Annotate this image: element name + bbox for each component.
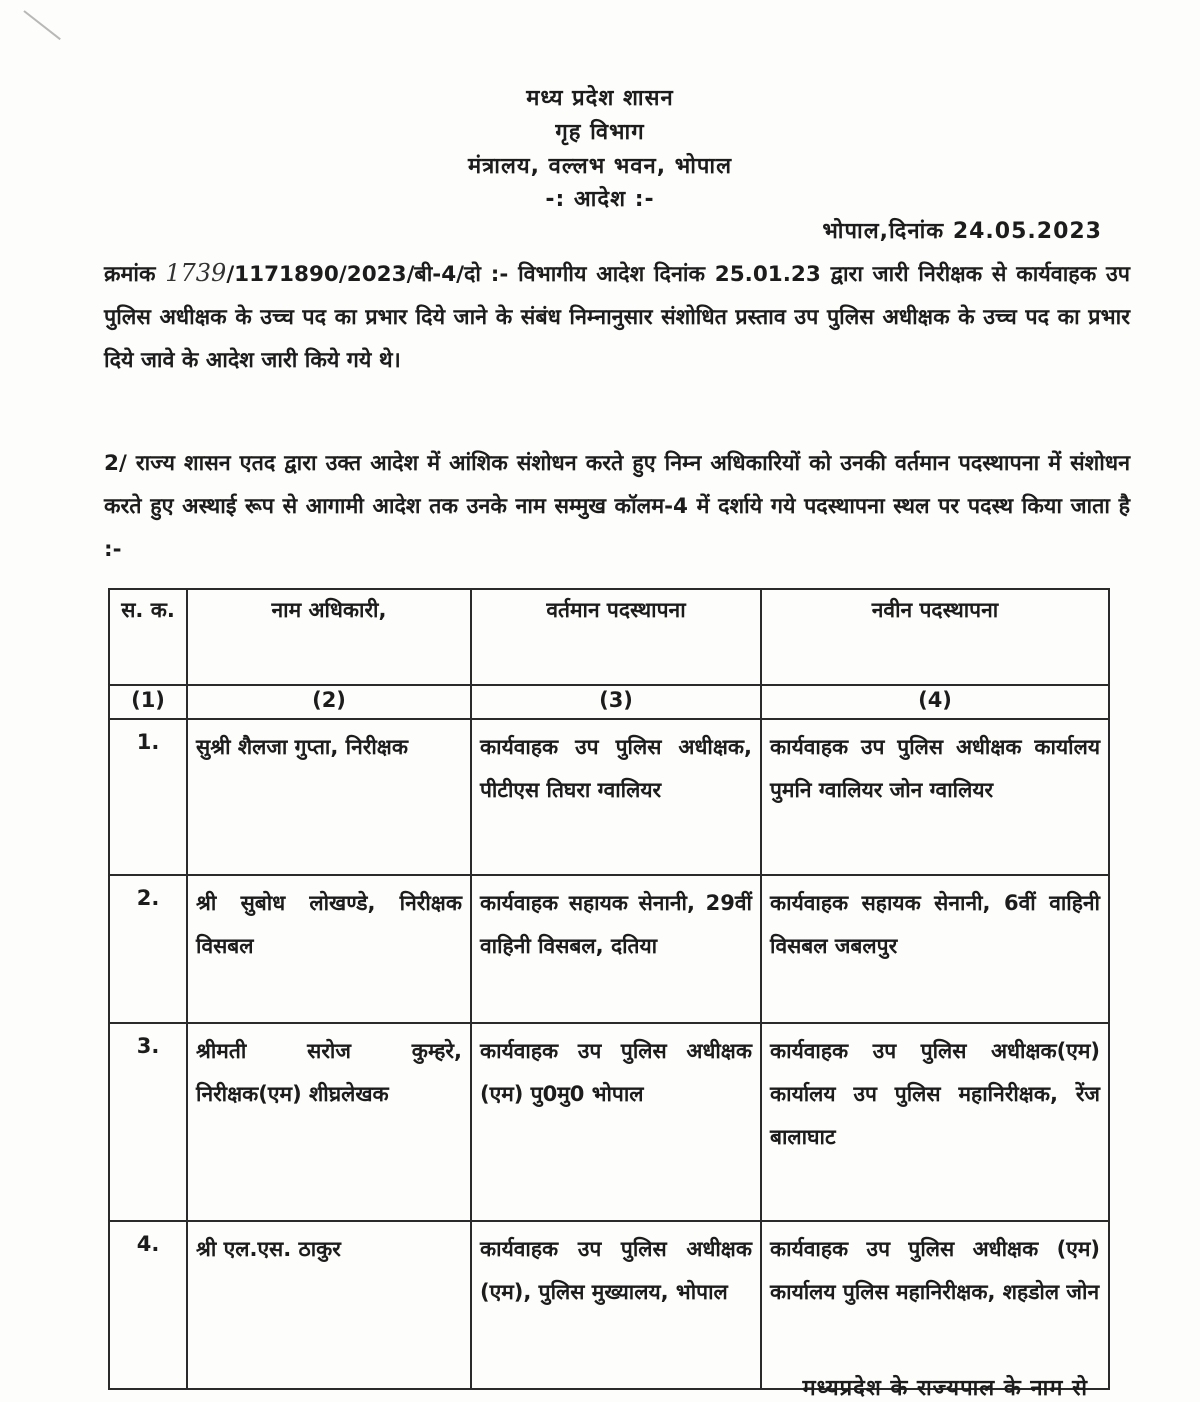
- column-number: (4): [761, 685, 1109, 719]
- header-serial: स. क.: [109, 589, 187, 685]
- order-text: /1171890/2023/बी-4/दो :- विभागीय आदेश दिनांक 25.01.23 द्वारा जारी निरीक्षक से कार्यवाहक उप पुलिस अधीक्षक के उच्च पद का प्रभार दिये जाने के संबंध निम्नानुसार संशोधित प्रस्ताव उप पुलिस अधीक्षक के उच्च पद का प्रभार दिये जावे के आदेश जारी किये गये थे।: [104, 262, 1130, 373]
- header-department: गृह विभाग: [555, 120, 645, 145]
- order-date: भोपाल,दिनांक 24.05.2023: [822, 219, 1102, 244]
- row-current-posting: कार्यवाहक उप पुलिस अधीक्षक (एम) पु0मु0 भोपाल: [471, 1023, 761, 1221]
- header-officer-name: नाम अधिकारी,: [187, 589, 471, 685]
- column-number: (3): [471, 685, 761, 719]
- scan-mark: [23, 10, 60, 40]
- postings-table: [108, 588, 1110, 1390]
- header-government: मध्य प्रदेश शासन: [526, 86, 674, 111]
- column-number: (1): [109, 685, 187, 719]
- row-current-posting: कार्यवाहक उप पुलिस अधीक्षक (एम), पुलिस मुख्यालय, भोपाल: [471, 1221, 761, 1389]
- table-header-row: [109, 589, 1109, 685]
- table-row: [109, 719, 1109, 875]
- header-new-posting: नवीन पदस्थापना: [761, 589, 1109, 685]
- order-paragraph-2: 2/ राज्य शासन एतद द्वारा उक्त आदेश में आंशिक संशोधन करते हुए निम्न अधिकारियों को उनकी वर्तमान पदस्थापना में संशोधन करते हुए अस्थाई रूप से आगामी आदेश तक उनके नाम सम्मुख कॉलम-4 में दर्शाये गये पदस्थापना स्थल पर पदस्थ किया जाता है :-: [104, 451, 1130, 562]
- header-order-title: -: आदेश :-: [545, 187, 655, 212]
- order-paragraph-1: [104, 252, 1130, 382]
- row-officer-name: श्री सुबोध लोखण्डे, निरीक्षक विसबल: [187, 875, 471, 1023]
- order-number-handwritten: 1739: [165, 259, 227, 287]
- row-officer-name: श्री एल.एस. ठाकुर: [187, 1221, 471, 1389]
- row-new-posting: कार्यवाहक उप पुलिस अधीक्षक कार्यालय पुमनि ग्वालियर जोन ग्वालियर: [761, 719, 1109, 875]
- row-officer-name: सुश्री शैलजा गुप्ता, निरीक्षक: [187, 719, 471, 875]
- header-current-posting: वर्तमान पदस्थापना: [471, 589, 761, 685]
- row-new-posting: कार्यवाहक उप पुलिस अधीक्षक(एम) कार्यालय उप पुलिस महानिरीक्षक, रेंज बालाघाट: [761, 1023, 1109, 1221]
- table-row: [109, 875, 1109, 1023]
- row-serial: 3.: [109, 1023, 187, 1221]
- row-officer-name: श्रीमती सरोज कुम्हरे, निरीक्षक(एम) शीघ्रलेखक: [187, 1023, 471, 1221]
- column-number: (2): [187, 685, 471, 719]
- row-current-posting: कार्यवाहक उप पुलिस अधीक्षक, पीटीएस तिघरा ग्वालियर: [471, 719, 761, 875]
- governor-authority-line: मध्यप्रदेश के राज्यपाल के नाम से: [802, 1376, 1088, 1401]
- row-new-posting: कार्यवाहक सहायक सेनानी, 6वीं वाहिनी विसबल जबलपुर: [761, 875, 1109, 1023]
- row-new-posting: कार्यवाहक उप पुलिस अधीक्षक (एम) कार्यालय पुलिस महानिरीक्षक, शहडोल जोन: [761, 1221, 1109, 1389]
- column-number-row: [109, 685, 1109, 719]
- row-serial: 2.: [109, 875, 187, 1023]
- order-prefix: क्रमांक: [104, 262, 166, 287]
- header-address: मंत्रालय, वल्लभ भवन, भोपाल: [467, 154, 733, 179]
- row-serial: 4.: [109, 1221, 187, 1389]
- table-row: [109, 1023, 1109, 1221]
- table-row: [109, 1221, 1109, 1389]
- row-current-posting: कार्यवाहक सहायक सेनानी, 29वीं वाहिनी विसबल, दतिया: [471, 875, 761, 1023]
- row-serial: 1.: [109, 719, 187, 875]
